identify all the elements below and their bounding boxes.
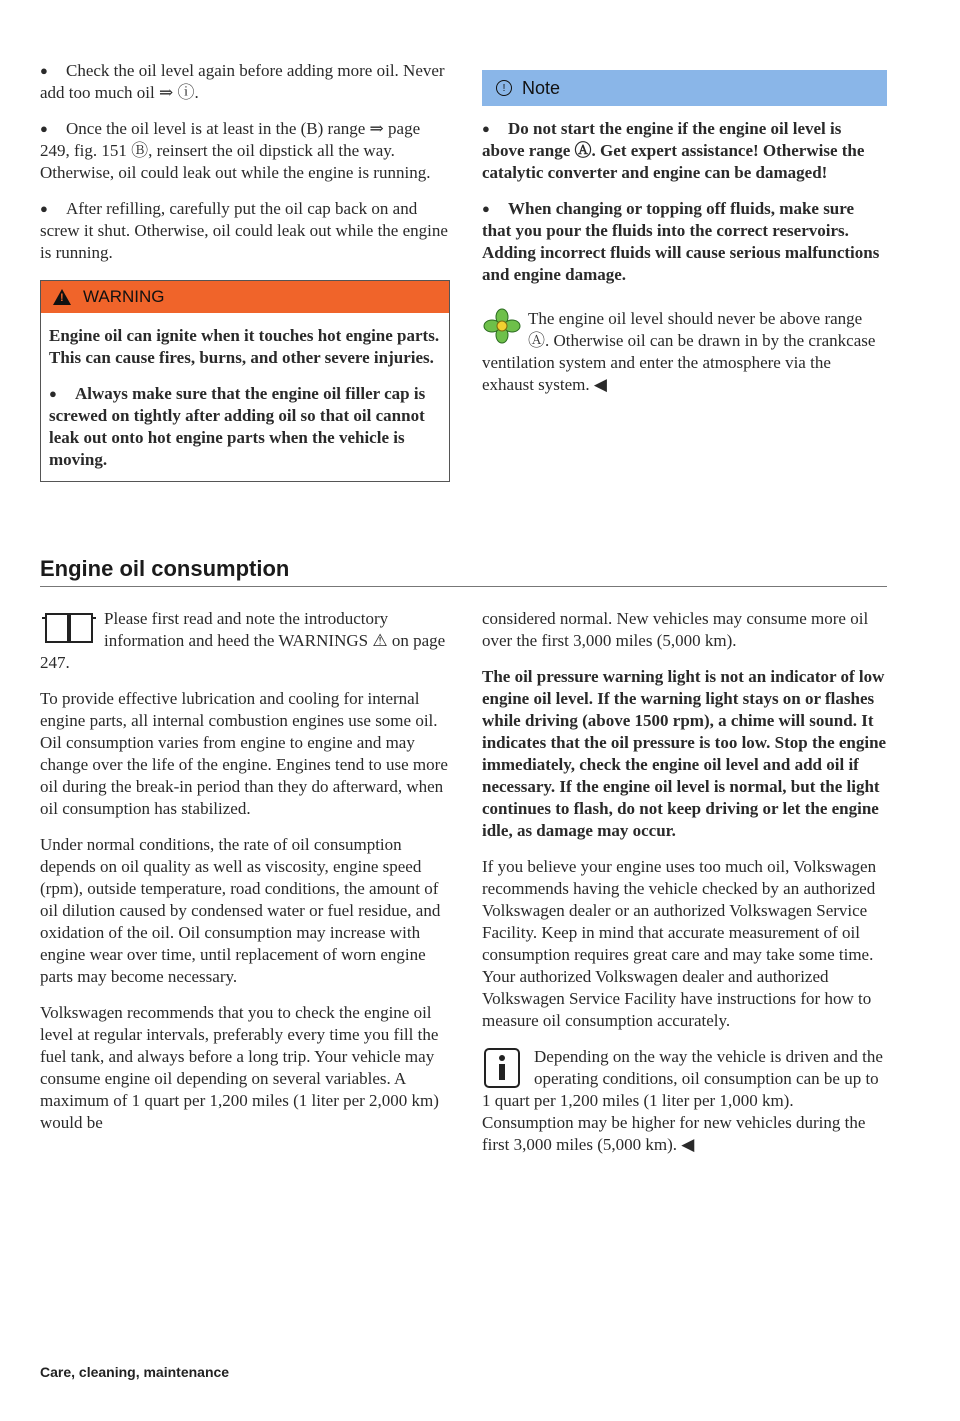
bullet-cap-back: ● After refilling, carefully put the oil cap back on and screw it shut. Otherwise, oil could leak out while the engine is running. [40,199,448,262]
paragraph-too-much-oil: If you believe your engine uses too much oil, Volkswagen recommends having the vehicle checked by an authorized Volkswagen dealer or an authorized Volkswagen Service Facility. Keep in mind that accurate measurement of oil consumption requires great care and may take some time. Your authorized Volkswagen dealer and authorized Volkswagen Service Facility have instructions for how to measure oil consumption accurately. [482,857,877,1030]
environment-flower-icon [482,308,522,344]
paragraph-lubrication: To provide effective lubrication and cooling for internal engine parts, all internal combustion engines use some oil. Oil consumption varies from engine to engine and may change over the life of the engine. Engines tend to use more oil during the break-in period than they do afterward, when oil consumption has stabilized. [40,689,448,818]
note-title: Note [522,77,561,98]
bullet-reinsert-dipstick: ● Once the oil level is at least in the (B) range ⇒ page 249, fig. 151 Ⓑ, reinsert the oil dipstick all the way. Otherwise, oil could leak out while the engine is running. [40,119,431,182]
intro-text: Please first read and note the introductory information and heed the WARNINGS ⚠ on page 247. [40,609,446,672]
note-bullet-start: ● Do not start the engine if the engine oil level is above range Ⓐ. Get expert assistance! Otherwise the catalytic converter and engine can be damaged! [482,119,865,182]
paragraph-recommendation: Volkswagen recommends that you to check the engine oil level at regular intervals, preferably every time you fill the fuel tank, and always before a long trip. Your vehicle may consume engine oil depending on several variables. A maximum of 1 quart per 1,200 miles (1 liter per 2,000 km) would be [40,1003,439,1132]
note-header [482,70,887,106]
footer-section-label: Care, cleaning, maintenance [40,1364,230,1380]
right-bottom-column [482,608,887,1156]
right-top-column [482,70,887,396]
warning-bullet: ● Always make sure that the engine oil filler cap is screwed on tightly after adding oil so that oil cannot leak out onto hot engine parts when the vehicle is moving. [49,384,426,469]
paragraph-conditions: Under normal conditions, the rate of oil consumption depends on oil quality as well as viscosity, engine speed (rpm), outside temperature, road conditions, the amount of oil dilution caused by condensed water or fuel residue, and oxidation of the oil. Oil consumption may increase with engine wear over time, until replacement of worn engine parts may become necessary. [40,835,441,986]
environment-note-text: The engine oil level should never be above range Ⓐ. Otherwise oil can be drawn in by the crankcase ventilation system and enter the atmosphere via the exhaust system. ◀ [482,309,876,394]
warning-text: Engine oil can ignite when it touches hot engine parts. This can cause fires, burns, and other severe injuries. [49,326,440,367]
warning-title: WARNING [83,287,165,306]
paragraph-normal: considered normal. New vehicles may consume more oil over the first 3,000 miles (5,000 km). [482,609,869,650]
left-bottom-column [40,608,450,1134]
info-note-text: Depending on the way the vehicle is driven and the operating conditions, oil consumption can be up to 1 quart per 1,200 miles (1 liter per 1,000 km). Consumption may be higher for new vehicles during the first 3,000 miles (5,000 km). ◀ [482,1047,883,1154]
warning-box [40,280,450,482]
bullet-check-oil: ● Check the oil level again before adding more oil. Never add too much oil ⇒ ⓘ. [40,61,445,102]
note-bullet-fluids: ● When changing or topping off fluids, make sure that you pour the fluids into the correct reservoirs. Adding incorrect fluids will cause serious malfunctions and engine damage. [482,199,880,284]
info-icon [482,1046,522,1090]
paragraph-pressure-light: The oil pressure warning light is not an indicator of low engine oil level. If the warning light stays on or flashes while driving (above 1500 rpm), a chime will sound. It indicates that the oil pressure is too low. Stop the engine immediately, check the engine oil level and add oil if necessary. If the engine oil level is normal, but the light continues to flash, do not keep driving or let the engine idle, as damage may occur. [482,667,887,840]
book-icon [40,608,98,648]
note-info-icon: ! [496,80,512,96]
left-top-column [40,60,450,482]
warning-triangle-icon [53,289,71,305]
warning-header [41,281,449,313]
section-title: Engine oil consumption [40,556,887,587]
